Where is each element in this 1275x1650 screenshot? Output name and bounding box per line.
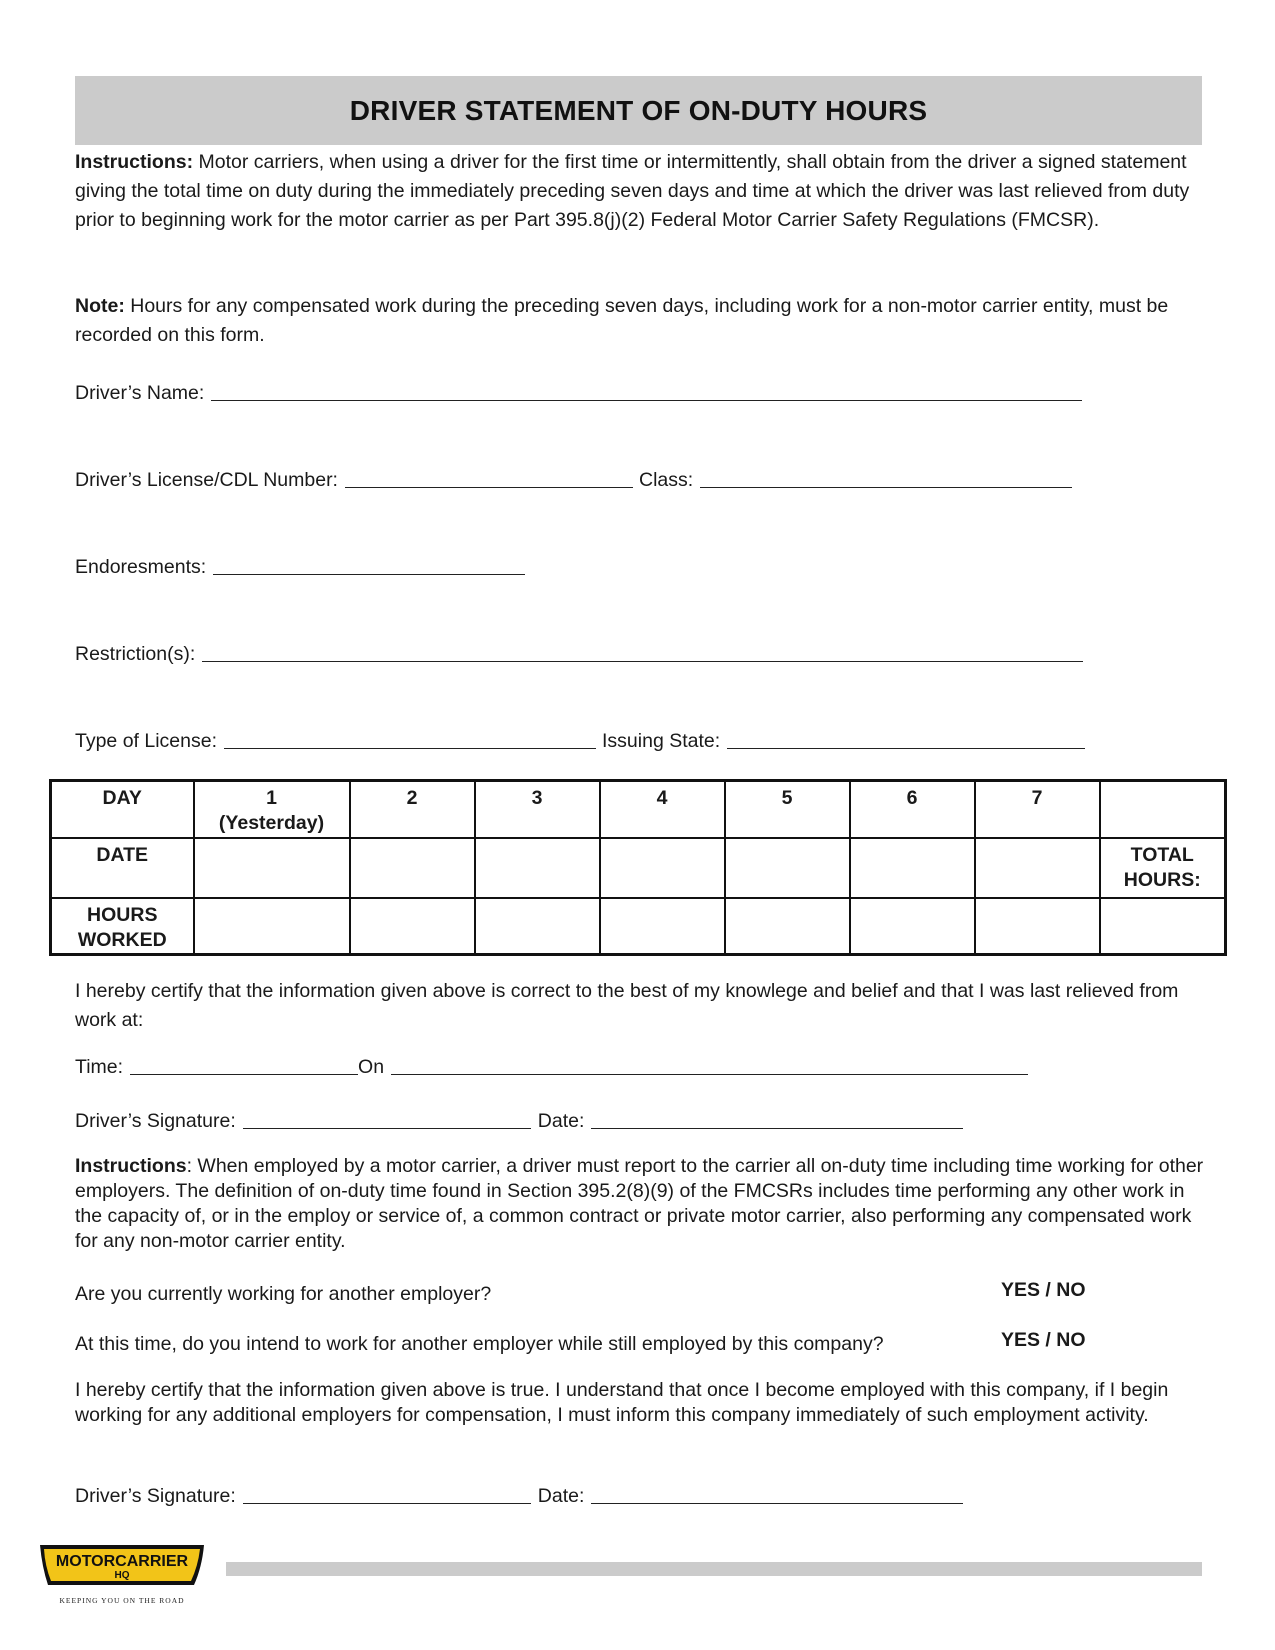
hours-worked-row xyxy=(51,898,1226,955)
date-field-2[interactable] xyxy=(591,1502,963,1504)
date-cell-1[interactable] xyxy=(194,838,350,898)
certify-paragraph: I hereby certify that the information given above is correct to the best of my knowlege and belief and that I was last relieved from work at: xyxy=(75,980,1179,1031)
date-cell-3[interactable] xyxy=(475,838,600,898)
question-1: Are you currently working for another employer? xyxy=(75,1283,492,1305)
hours-cell-2[interactable] xyxy=(350,898,475,955)
signature-field-1[interactable] xyxy=(243,1127,531,1129)
hours-cell-1[interactable] xyxy=(194,898,350,955)
footer-bar xyxy=(226,1562,1202,1576)
question-2-yes-no[interactable]: YES / NO xyxy=(1001,1329,1086,1351)
day-1-yesterday: (Yesterday) xyxy=(218,812,325,834)
date-header: DATE xyxy=(51,838,194,898)
instructions-2-paragraph xyxy=(75,1154,1207,1254)
drivers-name-field[interactable] xyxy=(211,399,1082,401)
license-row xyxy=(75,469,1072,492)
instructions-paragraph xyxy=(75,148,1205,235)
on-label: On xyxy=(358,1056,385,1078)
certify-2-paragraph: I hereby certify that the information given above is true. I understand that once I become employed with this company, if I begin working for any additional employers for compensation, I must inform this company immediately of such employment activity. xyxy=(75,1379,1169,1426)
note-paragraph xyxy=(75,292,1205,350)
hours-cell-5[interactable] xyxy=(725,898,850,955)
date-cell-2[interactable] xyxy=(350,838,475,898)
instructions-2-text: : When employed by a motor carrier, a driver must report to the carrier all on-duty time including time working for other employers. The definition of on-duty time found in Section 395.2(8)(9) of the FMCSRs includes time performing any other work in the capacity of, or in the employ or service of, a common contract or private motor carrier, also performing any compensated work for any non-motor carrier entity. xyxy=(75,1155,1204,1252)
on-date-field[interactable] xyxy=(391,1073,1028,1075)
instructions-text: Motor carriers, when using a driver for the first time or intermittently, shall obtain from the driver a signed statement giving the total time on duty during the immediately preceding seven days and time at which the driver was last relieved from duty prior to beginning work for the motor carrier as per Part 395.8(j)(2) Federal Motor Carrier Safety Regulations (FMCSR). xyxy=(75,151,1190,231)
day-1-header xyxy=(194,781,350,838)
date-cell-7[interactable] xyxy=(975,838,1100,898)
date-cell-5[interactable] xyxy=(725,838,850,898)
type-of-license-field[interactable] xyxy=(224,747,596,749)
day-1-number: 1 xyxy=(266,787,277,809)
day-5-header: 5 xyxy=(725,781,850,838)
total-hours-cell[interactable] xyxy=(1100,898,1226,955)
drivers-name-label: Driver’s Name: xyxy=(75,382,205,404)
signature-row-1 xyxy=(75,1110,963,1133)
date-cell-4[interactable] xyxy=(600,838,725,898)
day-6-header: 6 xyxy=(850,781,975,838)
date-cell-6[interactable] xyxy=(850,838,975,898)
day-2-header: 2 xyxy=(350,781,475,838)
logo-name-line1: MOTORCARRIER xyxy=(55,1553,189,1570)
signature-field-2[interactable] xyxy=(243,1502,531,1504)
issuing-state-field[interactable] xyxy=(727,747,1085,749)
hours-table xyxy=(49,779,1227,956)
day-3-header: 3 xyxy=(475,781,600,838)
total-header-blank xyxy=(1100,781,1226,838)
license-number-label: Driver’s License/CDL Number: xyxy=(75,469,338,491)
instructions-label: Instructions: xyxy=(75,151,194,173)
note-label: Note: xyxy=(75,295,125,317)
endorsements-field[interactable] xyxy=(213,573,525,575)
hours-cell-7[interactable] xyxy=(975,898,1100,955)
time-label: Time: xyxy=(75,1056,124,1078)
restrictions-label: Restriction(s): xyxy=(75,643,196,665)
license-number-field[interactable] xyxy=(345,486,633,488)
class-field[interactable] xyxy=(700,486,1072,488)
date-label-1: Date: xyxy=(537,1110,585,1132)
instructions-2-label: Instructions xyxy=(75,1155,187,1177)
signature-row-2 xyxy=(75,1485,963,1508)
endorsements-label: Endoresments: xyxy=(75,556,207,578)
time-field[interactable] xyxy=(130,1073,358,1075)
hours-worked-header: HOURS WORKED xyxy=(51,898,194,955)
day-header: DAY xyxy=(51,781,194,838)
title-bar xyxy=(75,76,1202,145)
note-text: Hours for any compensated work during the preceding seven days, including work for a non-motor carrier entity, must be recorded on this form. xyxy=(75,295,1169,346)
motorcarrier-hq-logo xyxy=(34,1541,210,1611)
page-title: DRIVER STATEMENT OF ON-DUTY HOURS xyxy=(349,94,928,126)
day-row xyxy=(51,781,1226,838)
question-2: At this time, do you intend to work for another employer while still employed by this company? xyxy=(75,1333,884,1355)
signature-label-1: Driver’s Signature: xyxy=(75,1110,236,1132)
logo-name-line2: HQ xyxy=(114,1570,130,1581)
hours-cell-6[interactable] xyxy=(850,898,975,955)
hours-cell-4[interactable] xyxy=(600,898,725,955)
time-row xyxy=(75,1056,1028,1079)
day-4-header: 4 xyxy=(600,781,725,838)
logo-tagline: KEEPING YOU ON THE ROAD xyxy=(59,1596,185,1605)
restrictions-row xyxy=(75,643,1083,666)
type-of-license-label: Type of License: xyxy=(75,730,218,752)
question-1-yes-no[interactable]: YES / NO xyxy=(1001,1279,1086,1301)
license-type-row xyxy=(75,730,1085,753)
endorsements-row xyxy=(75,556,525,579)
drivers-name-row xyxy=(75,382,1082,405)
date-row xyxy=(51,838,1226,898)
date-field-1[interactable] xyxy=(591,1127,963,1129)
day-7-header: 7 xyxy=(975,781,1100,838)
total-hours-label: TOTAL HOURS: xyxy=(1100,838,1226,898)
date-label-2: Date: xyxy=(537,1485,585,1507)
signature-label-2: Driver’s Signature: xyxy=(75,1485,236,1507)
issuing-state-label: Issuing State: xyxy=(602,730,721,752)
class-label: Class: xyxy=(638,469,694,491)
restrictions-field[interactable] xyxy=(202,660,1083,662)
hours-cell-3[interactable] xyxy=(475,898,600,955)
